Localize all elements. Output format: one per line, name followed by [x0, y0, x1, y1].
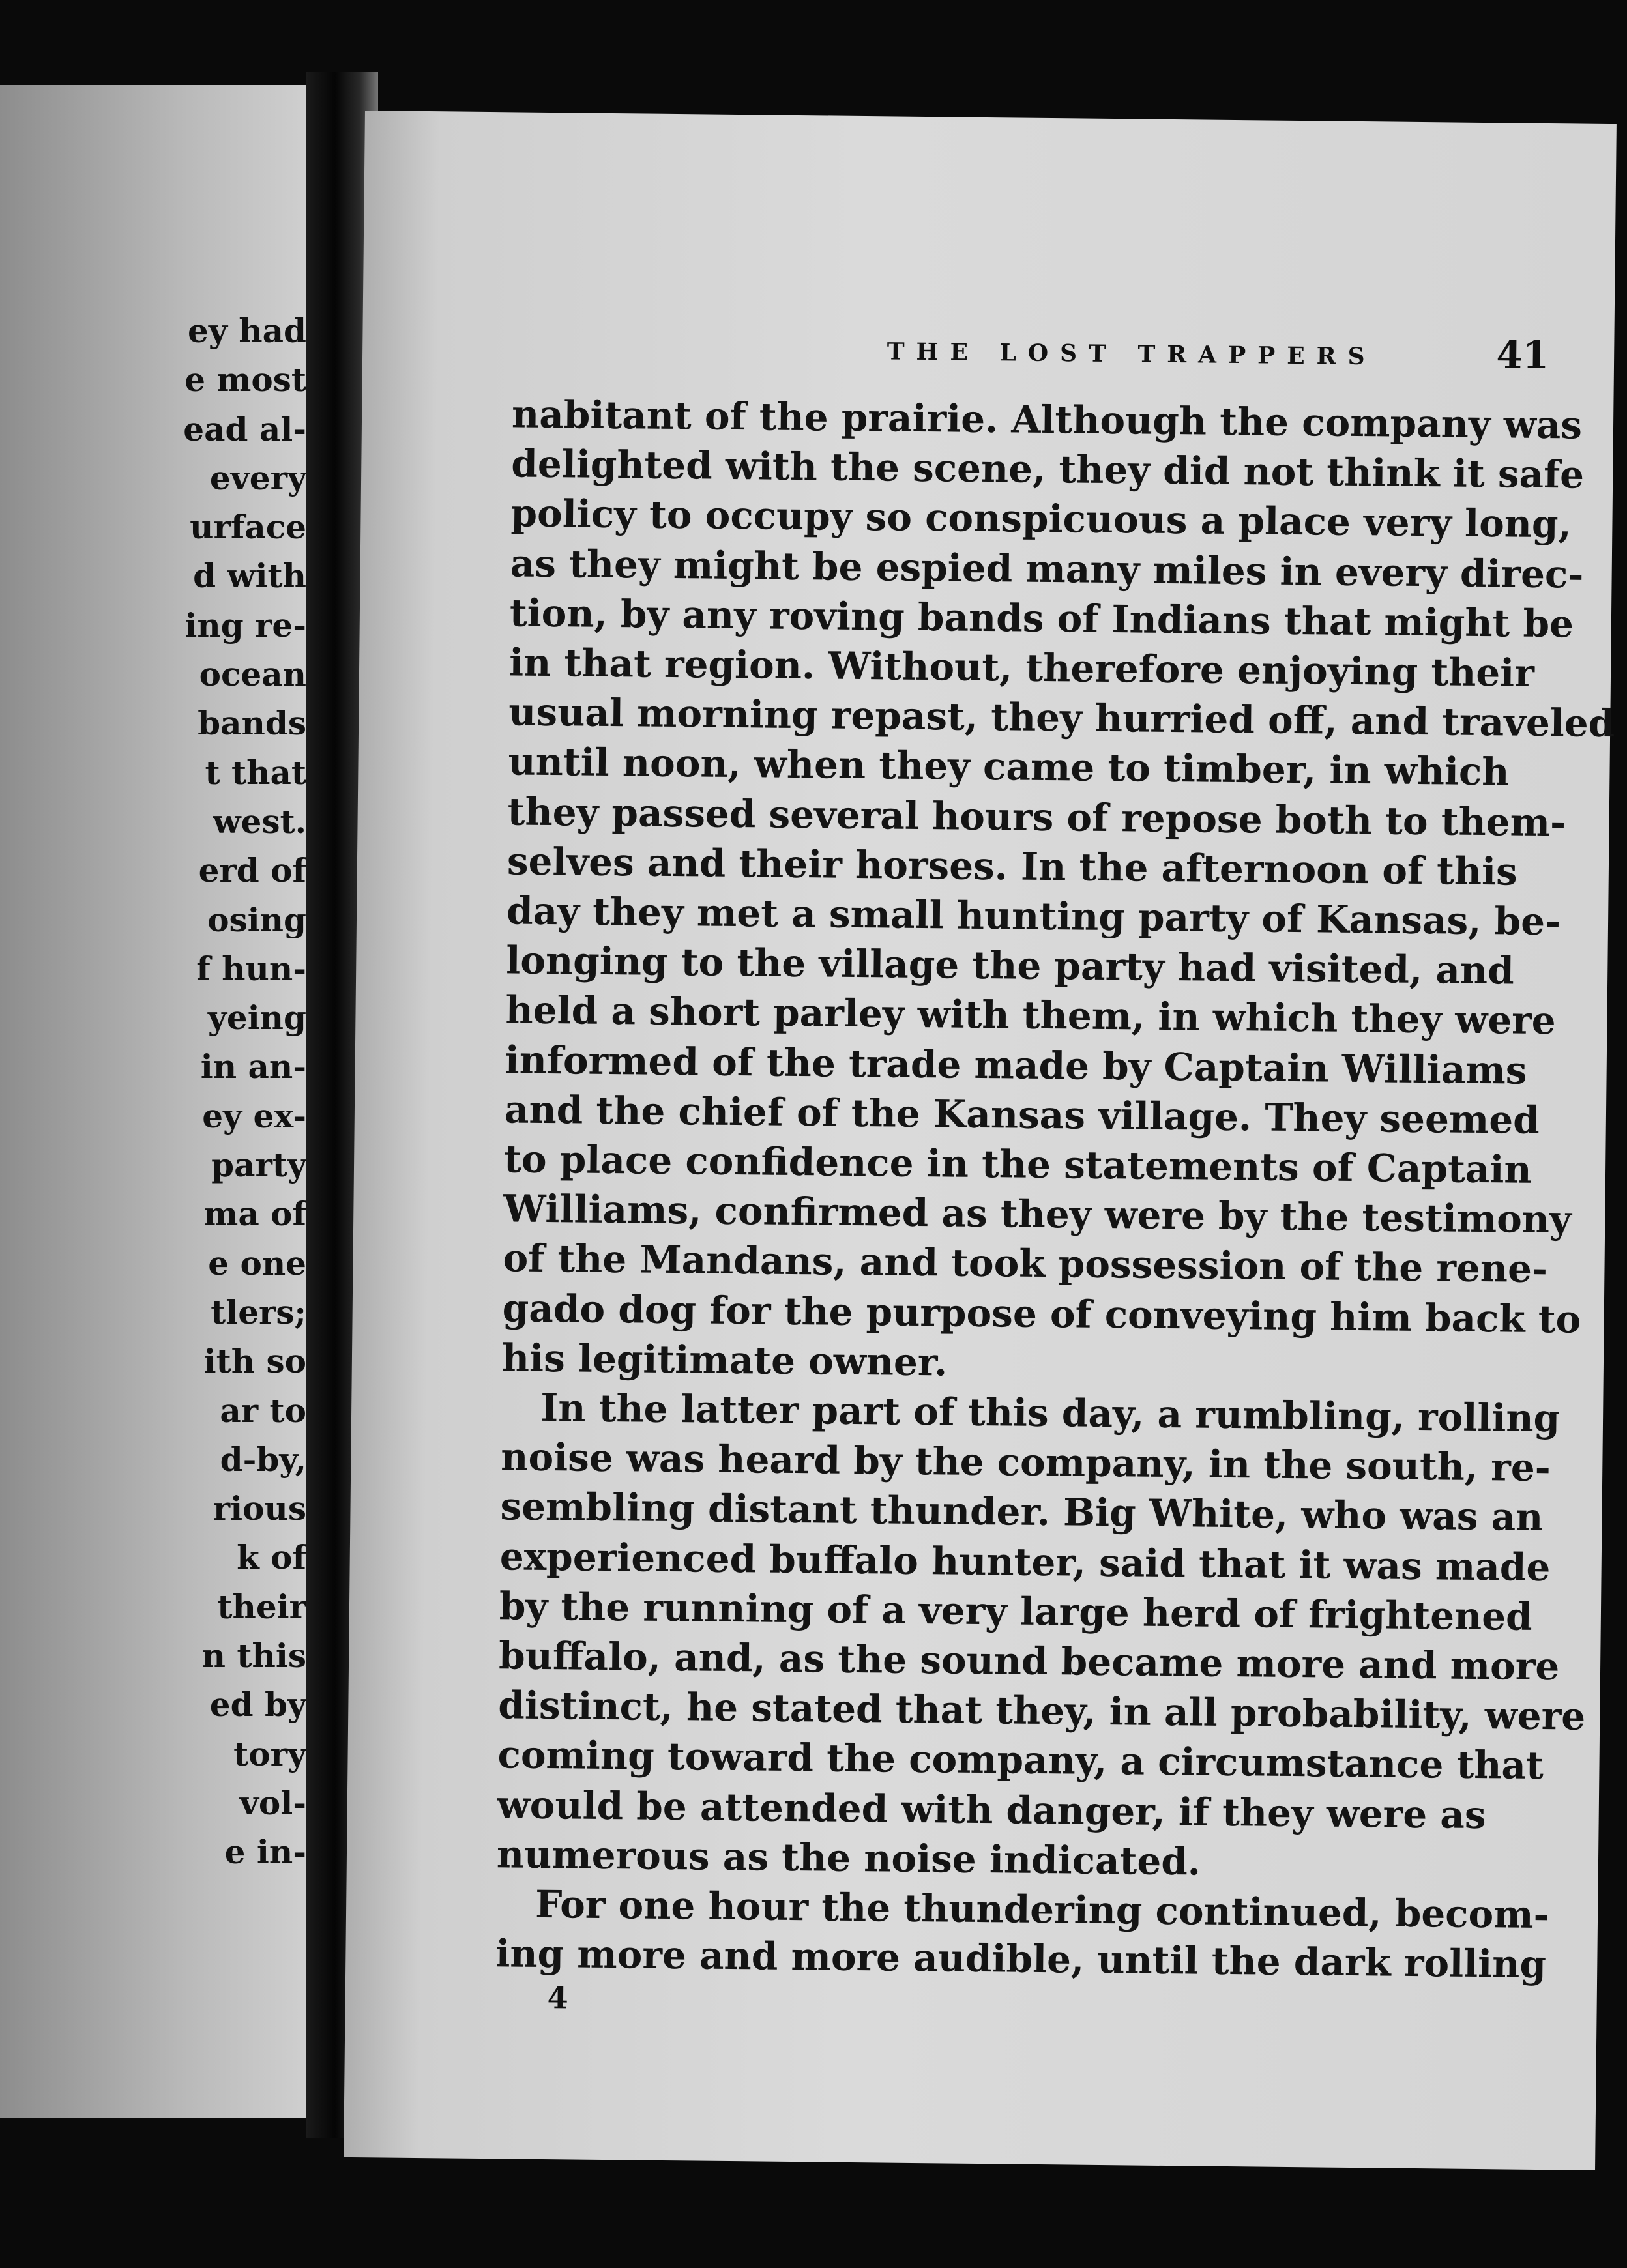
left-page-line: their: [217, 1587, 306, 1626]
text-line: by the running of a very large herd of frightened: [499, 1584, 1533, 1639]
text-line: selves and their horses. In the afternoon of this: [506, 839, 1518, 894]
left-page-line: ed by: [209, 1685, 306, 1724]
text-line: informed of the trade made by Captain Williams: [505, 1037, 1527, 1093]
left-page-line: bands: [198, 704, 306, 743]
left-page-line: t that: [205, 753, 306, 792]
page-number: 41: [1496, 332, 1549, 378]
text-line: to place confidence in the statements of Captain: [503, 1137, 1532, 1192]
left-page-line: d with: [193, 557, 306, 596]
text-line: gado dog for the purpose of conveying him back to: [502, 1285, 1581, 1342]
text-line: and the chief of the Kansas village. They seemed: [504, 1087, 1540, 1142]
text-line: nabitant of the prairie. Although the company was: [511, 392, 1583, 448]
left-page-line: n this: [201, 1636, 306, 1676]
left-page-line: ith so: [203, 1342, 306, 1381]
text-line: longing to the village the party had visited, and: [506, 938, 1515, 993]
left-page-line: osing: [207, 900, 306, 939]
text-line: his legitimate owner.: [501, 1335, 948, 1385]
running-head: THE LOST TRAPPERS: [887, 338, 1377, 371]
text-line: For one hour the thundering continued, becom-: [535, 1882, 1550, 1938]
left-page-line: vol-: [239, 1783, 306, 1822]
left-page-line: e one: [208, 1243, 306, 1283]
signature-mark: 4: [547, 1980, 568, 2016]
left-page-line: tory: [233, 1734, 306, 1773]
left-page-line: f hun-: [196, 949, 306, 988]
text-line: day they met a small hunting party of Kansas, be-: [506, 888, 1561, 944]
text-line: would be attended with danger, if they were as: [497, 1782, 1486, 1837]
left-page-fragment: [0, 85, 306, 2118]
text-line: experienced buffalo hunter, said that it was made: [499, 1534, 1551, 1590]
text-line: distinct, he stated that they, in all probability, were: [498, 1683, 1586, 1739]
text-line: policy to occupy so conspicuous a place very long,: [510, 491, 1572, 547]
left-page-line: urface: [190, 508, 306, 547]
left-page-line: ey ex-: [202, 1096, 306, 1135]
text-line: as they might be espied many miles in every direc-: [510, 540, 1584, 597]
left-page-line: ocean: [199, 655, 306, 694]
left-page-line: west.: [213, 802, 306, 841]
left-page-line: ar to: [220, 1391, 306, 1430]
left-page-line: in an-: [200, 1047, 306, 1086]
body-text: [495, 389, 1615, 1988]
text-line: delighted with the scene, they did not think it safe: [510, 441, 1585, 497]
text-line: buffalo, and, as the sound became more and more: [498, 1633, 1560, 1689]
left-page-line: d-by,: [220, 1440, 306, 1479]
left-page-line: tlers;: [211, 1292, 306, 1331]
left-page-line: e most: [184, 360, 306, 400]
left-page-line: party: [211, 1146, 306, 1185]
text-line: coming toward the company, a circumstance that: [497, 1732, 1544, 1788]
left-page-line: e in-: [224, 1833, 306, 1872]
left-page-text: [0, 306, 306, 1877]
text-line: Williams, confirmed as they were by the testimony: [503, 1186, 1572, 1242]
text-line: of the Mandans, and took possession of the rene-: [503, 1236, 1548, 1292]
left-page-line: rious: [213, 1489, 306, 1528]
text-line: usual morning repast, they hurried off, and traveled: [508, 690, 1615, 746]
text-line: In the latter part of this day, a rumbling, rolling: [540, 1385, 1561, 1441]
left-page-line: erd of: [198, 851, 306, 890]
right-page: [344, 111, 1617, 2170]
text-line: sembling distant thunder. Big White, who was an: [500, 1484, 1544, 1540]
text-line: they passed several hours of repose both to them-: [507, 789, 1566, 845]
text-line: tion, by any roving bands of Indians that might be: [509, 590, 1574, 647]
left-page-line: ing re-: [184, 605, 306, 645]
left-page-line: ead al-: [183, 409, 306, 448]
text-line: ing more and more audible, until the dark rolling: [495, 1931, 1547, 1987]
text-line: noise was heard by the company, in the south, re-: [501, 1434, 1551, 1490]
left-page-line: k of: [237, 1538, 306, 1577]
text-line: in that region. Without, therefore enjoying their: [508, 640, 1535, 695]
text-line: until noon, when they came to timber, in which: [508, 739, 1510, 794]
text-line: numerous as the noise indicated.: [496, 1832, 1201, 1884]
text-line: held a short parley with them, in which they were: [505, 987, 1557, 1043]
left-page-line: every: [209, 458, 306, 497]
left-page-line: ma of: [203, 1195, 306, 1234]
left-page-line: ey had: [188, 312, 306, 350]
left-page-line: yeing: [207, 998, 306, 1038]
